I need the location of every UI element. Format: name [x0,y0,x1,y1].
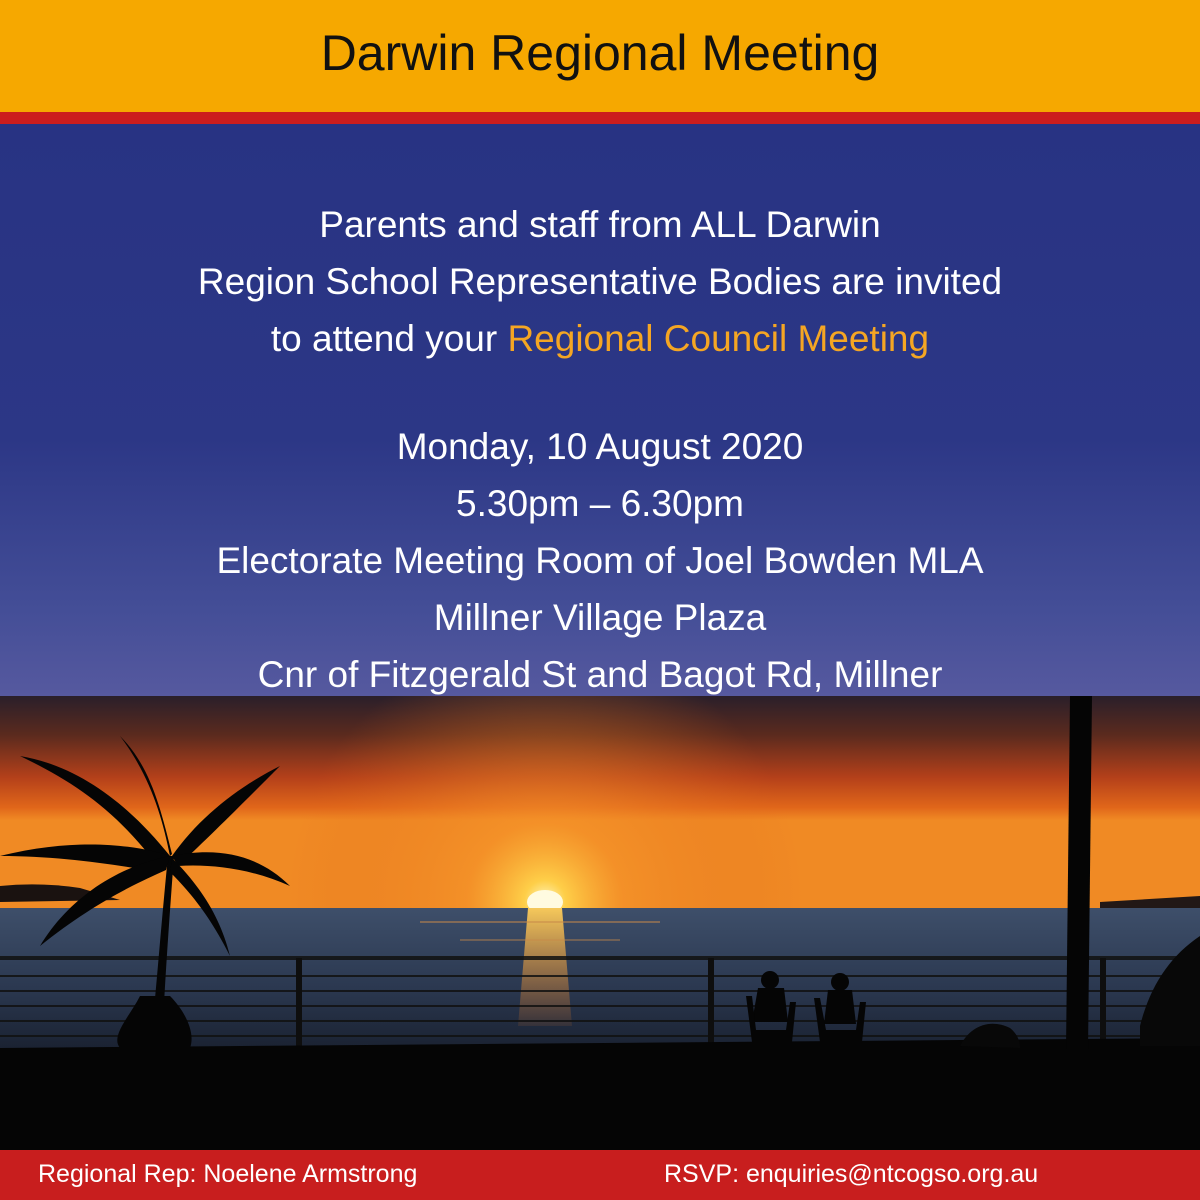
meeting-details [0,418,1200,703]
invitation-text [0,196,1200,367]
meeting-name-highlight: Regional Council Meeting [507,318,930,359]
meeting-date: Monday, 10 August 2020 [396,426,804,467]
invitation-line-1: Parents and staff from ALL Darwin [319,204,881,245]
invitation-line-3-prefix: to attend your [270,318,508,359]
meeting-address: Cnr of Fitzgerald St and Bagot Rd, Millner [257,654,943,695]
header-band [0,0,1200,112]
invitation-line-2: Region School Representative Bodies are invited [197,261,1003,302]
invitation-line-3 [0,310,1200,367]
meeting-venue: Electorate Meeting Room of Joel Bowden MLA [216,540,984,581]
sunset-scene [0,696,1200,1150]
regional-rep-text: Regional Rep: Noelene Armstrong [38,1160,418,1188]
sunset-photo [0,696,1200,1150]
rsvp-email-link[interactable]: RSVP: enquiries@ntcogso.org.au [664,1160,1039,1188]
meeting-plaza: Millner Village Plaza [433,597,767,638]
red-divider-stripe [0,112,1200,124]
page-title: Darwin Regional Meeting [320,25,880,81]
footer-band [0,1150,1200,1200]
meeting-time: 5.30pm – 6.30pm [456,483,744,524]
